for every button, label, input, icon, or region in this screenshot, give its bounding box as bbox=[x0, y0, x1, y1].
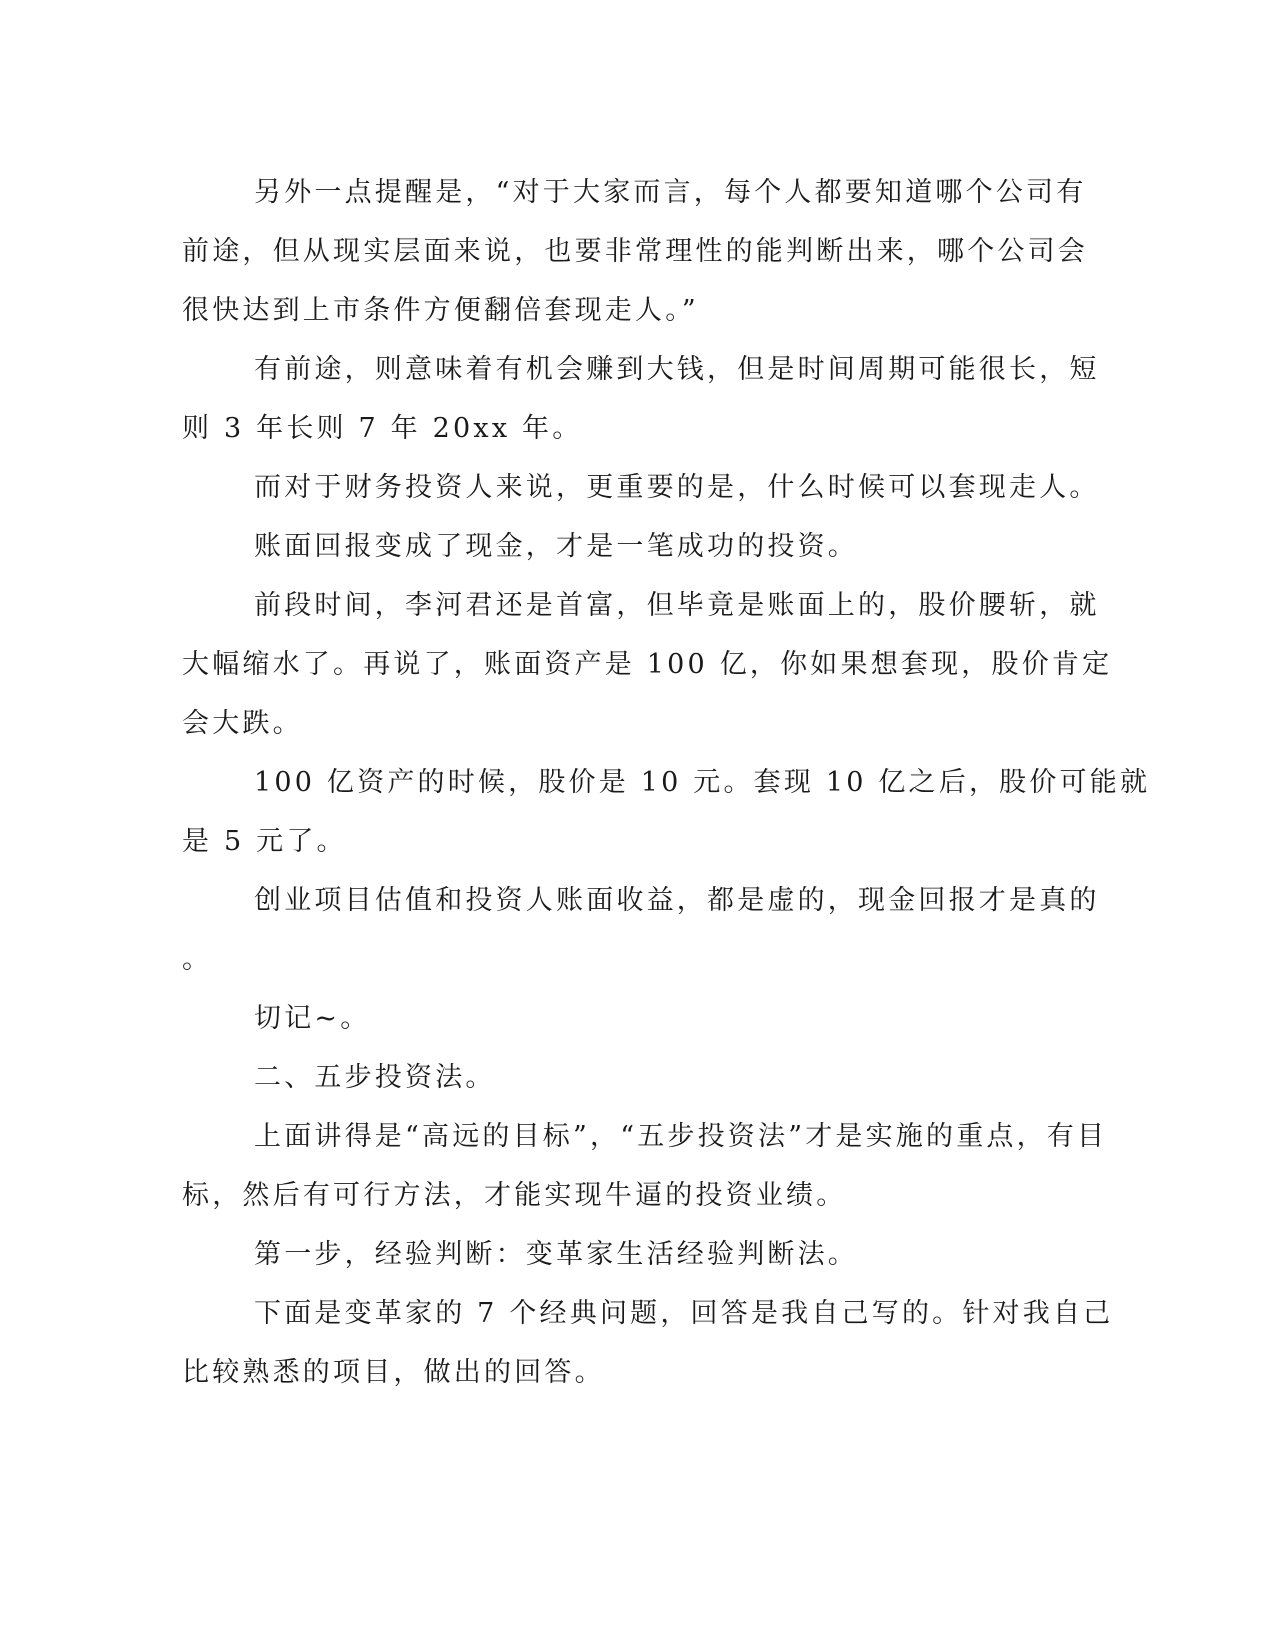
text-line: 另外一点提醒是，“对于大家而言，每个人都要知道哪个公司有 bbox=[254, 177, 1087, 208]
paragraph bbox=[182, 517, 1032, 576]
text-line: 第一步，经验判断：变革家生活经验判断法。 bbox=[254, 1239, 858, 1270]
text-line: 而对于财务投资人来说，更重要的是，什么时候可以套现走人。 bbox=[254, 472, 1100, 503]
text-line: 会大跌。 bbox=[182, 708, 303, 739]
paragraph bbox=[182, 1048, 1032, 1107]
text-line: 账面回报变成了现金，才是一笔成功的投资。 bbox=[254, 531, 858, 562]
text-line: 二、五步投资法。 bbox=[254, 1062, 496, 1093]
text-line: 则 3 年长则 7 年 20xx 年。 bbox=[182, 413, 583, 444]
text-line: 比较熟悉的项目，做出的回答。 bbox=[182, 1357, 605, 1388]
text-line: 。 bbox=[182, 944, 213, 975]
text-line: 标，然后有可行方法，才能实现牛逼的投资业绩。 bbox=[182, 1180, 847, 1211]
paragraph bbox=[182, 871, 1100, 989]
text-line: 100 亿资产的时候，股价是 10 元。套现 10 亿之后，股价可能就 bbox=[254, 767, 1151, 798]
document-body bbox=[182, 163, 1151, 1402]
paragraph bbox=[182, 340, 1100, 458]
text-line: 大幅缩水了。再说了，账面资产是 100 亿，你如果想套现，股价肯定 bbox=[182, 649, 1113, 680]
text-line: 前途，但从现实层面来说，也要非常理性的能判断出来，哪个公司会 bbox=[182, 236, 1088, 267]
text-line: 很快达到上市条件方便翻倍套现走人。” bbox=[182, 295, 699, 326]
paragraph bbox=[182, 1107, 1108, 1225]
text-line: 下面是变革家的 7 个经典问题，回答是我自己写的。针对我自己 bbox=[254, 1298, 1114, 1329]
paragraph bbox=[182, 989, 1032, 1048]
paragraph bbox=[182, 753, 1151, 871]
paragraph bbox=[182, 576, 1113, 753]
text-line: 前段时间，李河君还是首富，但毕竟是账面上的，股价腰斩，就 bbox=[254, 590, 1100, 621]
paragraph bbox=[182, 163, 1088, 340]
paragraph bbox=[182, 458, 1100, 517]
paragraph bbox=[182, 1225, 1032, 1284]
text-line: 创业项目估值和投资人账面收益，都是虚的，现金回报才是真的 bbox=[254, 885, 1100, 916]
text-line: 上面讲得是“高远的目标”，“五步投资法”才是实施的重点，有目 bbox=[254, 1121, 1108, 1152]
paragraph bbox=[182, 1284, 1114, 1402]
text-line: 有前途，则意味着有机会赚到大钱，但是时间周期可能很长，短 bbox=[254, 354, 1100, 385]
text-line: 切记~。 bbox=[254, 1003, 371, 1034]
text-line: 是 5 元了。 bbox=[182, 826, 347, 857]
